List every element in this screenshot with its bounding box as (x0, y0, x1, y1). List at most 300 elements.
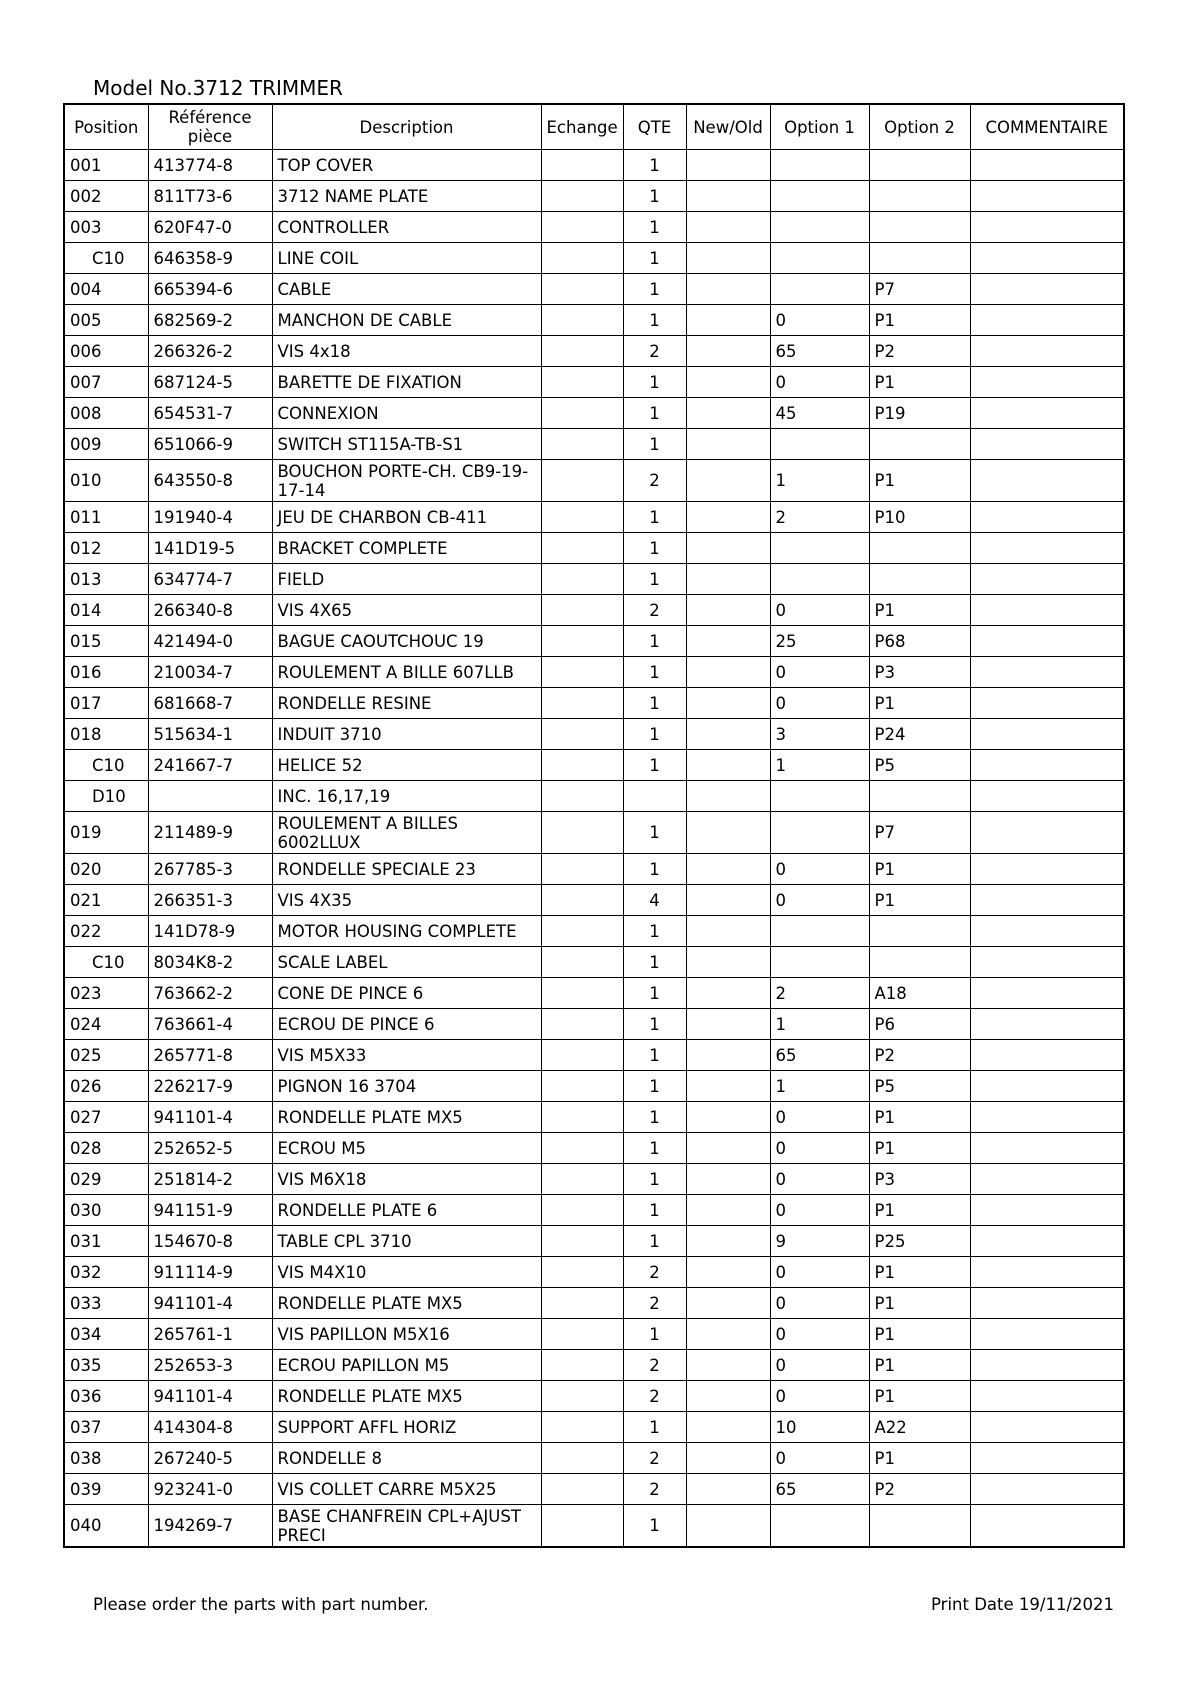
table-row (64, 1133, 1124, 1164)
cell-option-1: 0 (770, 595, 869, 626)
cell-option-1 (770, 243, 869, 274)
cell-qte: 1 (623, 1505, 686, 1548)
cell-echange (541, 1257, 623, 1288)
cell-description: INC. 16,17,19 (272, 781, 541, 812)
cell-echange (541, 1381, 623, 1412)
table-row (64, 1319, 1124, 1350)
cell-echange (541, 1288, 623, 1319)
cell-position: 024 (64, 1009, 148, 1040)
cell-option-2: P1 (869, 367, 970, 398)
cell-description: ECROU PAPILLON M5 (272, 1350, 541, 1381)
table-row (64, 398, 1124, 429)
cell-description: TOP COVER (272, 150, 541, 181)
cell-commentaire (970, 719, 1124, 750)
cell-reference: 911114-9 (148, 1257, 272, 1288)
cell-option-2: P1 (869, 1133, 970, 1164)
cell-new-old (686, 1443, 770, 1474)
table-header-row (64, 104, 1124, 150)
cell-reference: 265771-8 (148, 1040, 272, 1071)
cell-qte: 1 (623, 243, 686, 274)
cell-new-old (686, 212, 770, 243)
cell-position: C10 (64, 750, 148, 781)
cell-echange (541, 1164, 623, 1195)
cell-description: MANCHON DE CABLE (272, 305, 541, 336)
cell-option-2 (869, 243, 970, 274)
cell-description: VIS 4X65 (272, 595, 541, 626)
cell-option-2: P1 (869, 1288, 970, 1319)
table-row (64, 1443, 1124, 1474)
cell-commentaire (970, 243, 1124, 274)
cell-commentaire (970, 947, 1124, 978)
cell-commentaire (970, 750, 1124, 781)
cell-qte: 1 (623, 564, 686, 595)
cell-qte: 1 (623, 533, 686, 564)
cell-qte: 1 (623, 1102, 686, 1133)
cell-echange (541, 688, 623, 719)
cell-description: RONDELLE PLATE MX5 (272, 1102, 541, 1133)
cell-commentaire (970, 398, 1124, 429)
table-row (64, 1412, 1124, 1443)
cell-new-old (686, 1505, 770, 1548)
cell-reference: 251814-2 (148, 1164, 272, 1195)
cell-option-2 (869, 1505, 970, 1548)
cell-option-2: P5 (869, 750, 970, 781)
cell-option-2: P1 (869, 854, 970, 885)
cell-new-old (686, 1412, 770, 1443)
cell-reference: 226217-9 (148, 1071, 272, 1102)
cell-qte: 1 (623, 212, 686, 243)
cell-qte: 2 (623, 1474, 686, 1505)
cell-commentaire (970, 1226, 1124, 1257)
cell-option-1: 0 (770, 854, 869, 885)
table-row (64, 657, 1124, 688)
table-row (64, 595, 1124, 626)
cell-option-2: P19 (869, 398, 970, 429)
cell-option-2: P24 (869, 719, 970, 750)
cell-new-old (686, 1350, 770, 1381)
cell-option-2: P1 (869, 1443, 970, 1474)
cell-description: FIELD (272, 564, 541, 595)
cell-echange (541, 336, 623, 367)
cell-reference: 154670-8 (148, 1226, 272, 1257)
cell-option-1 (770, 812, 869, 854)
cell-qte (623, 781, 686, 812)
cell-position: D10 (64, 781, 148, 812)
cell-echange (541, 595, 623, 626)
table-row (64, 150, 1124, 181)
cell-commentaire (970, 916, 1124, 947)
cell-echange (541, 626, 623, 657)
cell-option-2: P25 (869, 1226, 970, 1257)
table-row (64, 429, 1124, 460)
cell-new-old (686, 367, 770, 398)
cell-qte: 1 (623, 1319, 686, 1350)
cell-new-old (686, 1133, 770, 1164)
cell-option-1: 0 (770, 688, 869, 719)
cell-new-old (686, 1474, 770, 1505)
cell-option-2: P1 (869, 1195, 970, 1226)
cell-position: 040 (64, 1505, 148, 1548)
cell-option-2 (869, 150, 970, 181)
cell-echange (541, 1009, 623, 1040)
cell-reference: 252653-3 (148, 1350, 272, 1381)
cell-position: C10 (64, 243, 148, 274)
cell-commentaire (970, 1040, 1124, 1071)
cell-echange (541, 1474, 623, 1505)
cell-new-old (686, 1040, 770, 1071)
cell-reference: 413774-8 (148, 150, 272, 181)
cell-echange (541, 1350, 623, 1381)
cell-qte: 1 (623, 1009, 686, 1040)
cell-option-1: 3 (770, 719, 869, 750)
cell-new-old (686, 854, 770, 885)
header-description: Description (272, 104, 541, 150)
cell-description: LINE COIL (272, 243, 541, 274)
cell-commentaire (970, 305, 1124, 336)
cell-new-old (686, 1226, 770, 1257)
cell-option-2: P7 (869, 274, 970, 305)
cell-commentaire (970, 429, 1124, 460)
table-row (64, 1257, 1124, 1288)
table-row (64, 460, 1124, 502)
cell-new-old (686, 243, 770, 274)
cell-option-2: P68 (869, 626, 970, 657)
cell-option-1: 0 (770, 1164, 869, 1195)
cell-reference: 634774-7 (148, 564, 272, 595)
cell-new-old (686, 181, 770, 212)
cell-reference: 651066-9 (148, 429, 272, 460)
cell-qte: 1 (623, 1164, 686, 1195)
table-row (64, 274, 1124, 305)
cell-position: 003 (64, 212, 148, 243)
cell-echange (541, 657, 623, 688)
table-row (64, 181, 1124, 212)
cell-description: TABLE CPL 3710 (272, 1226, 541, 1257)
cell-reference: 646358-9 (148, 243, 272, 274)
cell-option-1: 65 (770, 1040, 869, 1071)
cell-commentaire (970, 1102, 1124, 1133)
cell-reference: 681668-7 (148, 688, 272, 719)
table-row (64, 1040, 1124, 1071)
cell-option-1: 1 (770, 1009, 869, 1040)
table-row (64, 243, 1124, 274)
table-row (64, 688, 1124, 719)
table-row (64, 1195, 1124, 1226)
cell-option-1 (770, 1505, 869, 1548)
cell-new-old (686, 460, 770, 502)
table-row (64, 1474, 1124, 1505)
cell-commentaire (970, 1319, 1124, 1350)
cell-qte: 1 (623, 719, 686, 750)
cell-option-1 (770, 181, 869, 212)
cell-commentaire (970, 1257, 1124, 1288)
cell-qte: 1 (623, 502, 686, 533)
cell-reference: 266351-3 (148, 885, 272, 916)
cell-qte: 2 (623, 1350, 686, 1381)
cell-commentaire (970, 626, 1124, 657)
cell-new-old (686, 398, 770, 429)
cell-commentaire (970, 336, 1124, 367)
cell-position: 011 (64, 502, 148, 533)
cell-new-old (686, 274, 770, 305)
cell-new-old (686, 336, 770, 367)
cell-option-2: A22 (869, 1412, 970, 1443)
cell-qte: 1 (623, 398, 686, 429)
cell-echange (541, 812, 623, 854)
cell-new-old (686, 1319, 770, 1350)
cell-echange (541, 181, 623, 212)
cell-new-old (686, 305, 770, 336)
cell-option-1 (770, 916, 869, 947)
cell-reference: 620F47-0 (148, 212, 272, 243)
cell-commentaire (970, 688, 1124, 719)
cell-reference: 191940-4 (148, 502, 272, 533)
cell-option-1: 1 (770, 460, 869, 502)
cell-description: RONDELLE RESINE (272, 688, 541, 719)
cell-position: 014 (64, 595, 148, 626)
cell-description: BOUCHON PORTE-CH. CB9-19-17-14 (272, 460, 541, 502)
cell-commentaire (970, 1164, 1124, 1195)
table-row (64, 916, 1124, 947)
cell-option-1: 0 (770, 1257, 869, 1288)
cell-position: 035 (64, 1350, 148, 1381)
cell-echange (541, 429, 623, 460)
cell-reference: 643550-8 (148, 460, 272, 502)
cell-qte: 1 (623, 1133, 686, 1164)
cell-description: VIS COLLET CARRE M5X25 (272, 1474, 541, 1505)
cell-qte: 1 (623, 429, 686, 460)
header-option-2: Option 2 (869, 104, 970, 150)
cell-qte: 1 (623, 367, 686, 398)
cell-option-2 (869, 533, 970, 564)
table-row (64, 812, 1124, 854)
table-row (64, 305, 1124, 336)
cell-option-1: 65 (770, 336, 869, 367)
cell-option-2 (869, 212, 970, 243)
footer-note: Please order the parts with part number. (93, 1595, 429, 1614)
cell-option-2 (869, 947, 970, 978)
parts-table (63, 103, 1125, 1548)
cell-option-1: 0 (770, 305, 869, 336)
cell-description: BAGUE CAOUTCHOUC 19 (272, 626, 541, 657)
cell-qte: 1 (623, 1412, 686, 1443)
cell-option-1 (770, 947, 869, 978)
cell-reference: 210034-7 (148, 657, 272, 688)
cell-new-old (686, 1381, 770, 1412)
cell-qte: 1 (623, 978, 686, 1009)
cell-commentaire (970, 978, 1124, 1009)
cell-option-2: P2 (869, 336, 970, 367)
table-row (64, 1288, 1124, 1319)
cell-description: VIS PAPILLON M5X16 (272, 1319, 541, 1350)
cell-qte: 1 (623, 274, 686, 305)
cell-option-1: 0 (770, 1443, 869, 1474)
cell-reference: 141D78-9 (148, 916, 272, 947)
cell-description: VIS M6X18 (272, 1164, 541, 1195)
cell-option-1: 65 (770, 1474, 869, 1505)
cell-echange (541, 1319, 623, 1350)
cell-position: 022 (64, 916, 148, 947)
table-row (64, 1350, 1124, 1381)
cell-option-2: P7 (869, 812, 970, 854)
cell-position: C10 (64, 947, 148, 978)
cell-commentaire (970, 212, 1124, 243)
cell-new-old (686, 502, 770, 533)
cell-option-1: 2 (770, 978, 869, 1009)
cell-new-old (686, 429, 770, 460)
cell-qte: 1 (623, 688, 686, 719)
table-row (64, 885, 1124, 916)
cell-commentaire (970, 1288, 1124, 1319)
cell-new-old (686, 812, 770, 854)
cell-description: ECROU DE PINCE 6 (272, 1009, 541, 1040)
cell-position: 031 (64, 1226, 148, 1257)
cell-option-1 (770, 150, 869, 181)
cell-position: 001 (64, 150, 148, 181)
cell-position: 009 (64, 429, 148, 460)
cell-qte: 4 (623, 885, 686, 916)
cell-echange (541, 978, 623, 1009)
cell-new-old (686, 1102, 770, 1133)
cell-qte: 1 (623, 1040, 686, 1071)
cell-option-2: P5 (869, 1071, 970, 1102)
cell-commentaire (970, 854, 1124, 885)
cell-position: 018 (64, 719, 148, 750)
cell-description: VIS M5X33 (272, 1040, 541, 1071)
cell-qte: 1 (623, 812, 686, 854)
cell-option-1: 9 (770, 1226, 869, 1257)
cell-option-2: P2 (869, 1040, 970, 1071)
cell-commentaire (970, 1071, 1124, 1102)
cell-option-2: P1 (869, 885, 970, 916)
cell-position: 023 (64, 978, 148, 1009)
header-new-old: New/Old (686, 104, 770, 150)
cell-position: 030 (64, 1195, 148, 1226)
cell-option-1: 45 (770, 398, 869, 429)
cell-option-1: 0 (770, 1288, 869, 1319)
cell-reference: 414304-8 (148, 1412, 272, 1443)
cell-qte: 1 (623, 626, 686, 657)
cell-new-old (686, 1071, 770, 1102)
cell-new-old (686, 150, 770, 181)
cell-position: 017 (64, 688, 148, 719)
cell-position: 013 (64, 564, 148, 595)
cell-reference: 923241-0 (148, 1474, 272, 1505)
cell-echange (541, 854, 623, 885)
table-row (64, 1102, 1124, 1133)
cell-option-1: 1 (770, 1071, 869, 1102)
cell-echange (541, 1071, 623, 1102)
cell-description: BASE CHANFREIN CPL+AJUST PRECI (272, 1505, 541, 1548)
footer-print-date: Print Date 19/11/2021 (931, 1595, 1114, 1614)
cell-description: SCALE LABEL (272, 947, 541, 978)
cell-option-2 (869, 916, 970, 947)
cell-position: 027 (64, 1102, 148, 1133)
cell-commentaire (970, 1195, 1124, 1226)
cell-option-1 (770, 533, 869, 564)
cell-description: SUPPORT AFFL HORIZ (272, 1412, 541, 1443)
table-row (64, 719, 1124, 750)
cell-position: 036 (64, 1381, 148, 1412)
cell-position: 005 (64, 305, 148, 336)
cell-option-2: P1 (869, 460, 970, 502)
cell-description: MOTOR HOUSING COMPLETE (272, 916, 541, 947)
cell-position: 010 (64, 460, 148, 502)
table-row (64, 336, 1124, 367)
cell-qte: 1 (623, 947, 686, 978)
cell-position: 026 (64, 1071, 148, 1102)
cell-qte: 1 (623, 750, 686, 781)
cell-qte: 1 (623, 1195, 686, 1226)
cell-option-1 (770, 212, 869, 243)
cell-commentaire (970, 1443, 1124, 1474)
cell-echange (541, 150, 623, 181)
cell-new-old (686, 916, 770, 947)
cell-option-2 (869, 564, 970, 595)
cell-reference: 763661-4 (148, 1009, 272, 1040)
table-row (64, 502, 1124, 533)
cell-option-2: P1 (869, 595, 970, 626)
cell-reference: 941101-4 (148, 1288, 272, 1319)
cell-position: 025 (64, 1040, 148, 1071)
cell-commentaire (970, 533, 1124, 564)
cell-echange (541, 564, 623, 595)
cell-option-1: 0 (770, 885, 869, 916)
cell-echange (541, 243, 623, 274)
cell-echange (541, 885, 623, 916)
cell-reference: 267240-5 (148, 1443, 272, 1474)
cell-echange (541, 1505, 623, 1548)
cell-reference: 654531-7 (148, 398, 272, 429)
cell-description: 3712 NAME PLATE (272, 181, 541, 212)
cell-echange (541, 398, 623, 429)
cell-option-2: P1 (869, 1257, 970, 1288)
cell-description: RONDELLE PLATE MX5 (272, 1381, 541, 1412)
cell-option-2: P1 (869, 688, 970, 719)
cell-new-old (686, 688, 770, 719)
table-row (64, 978, 1124, 1009)
header-commentaire: COMMENTAIRE (970, 104, 1124, 150)
cell-echange (541, 274, 623, 305)
cell-qte: 1 (623, 181, 686, 212)
cell-option-2: P3 (869, 1164, 970, 1195)
cell-commentaire (970, 885, 1124, 916)
cell-new-old (686, 947, 770, 978)
cell-reference: 941101-4 (148, 1381, 272, 1412)
cell-commentaire (970, 150, 1124, 181)
cell-commentaire (970, 274, 1124, 305)
cell-new-old (686, 978, 770, 1009)
cell-commentaire (970, 657, 1124, 688)
cell-qte: 2 (623, 1381, 686, 1412)
cell-option-1: 0 (770, 1133, 869, 1164)
cell-option-1: 0 (770, 1102, 869, 1133)
table-row (64, 1164, 1124, 1195)
cell-reference: 941101-4 (148, 1102, 272, 1133)
table-row (64, 750, 1124, 781)
cell-description: RONDELLE SPECIALE 23 (272, 854, 541, 885)
cell-position: 033 (64, 1288, 148, 1319)
cell-commentaire (970, 367, 1124, 398)
cell-option-1: 25 (770, 626, 869, 657)
cell-commentaire (970, 564, 1124, 595)
cell-reference: 266326-2 (148, 336, 272, 367)
page-title: Model No.3712 TRIMMER (93, 76, 343, 100)
cell-description: INDUIT 3710 (272, 719, 541, 750)
cell-position: 015 (64, 626, 148, 657)
table-row (64, 781, 1124, 812)
cell-echange (541, 1040, 623, 1071)
